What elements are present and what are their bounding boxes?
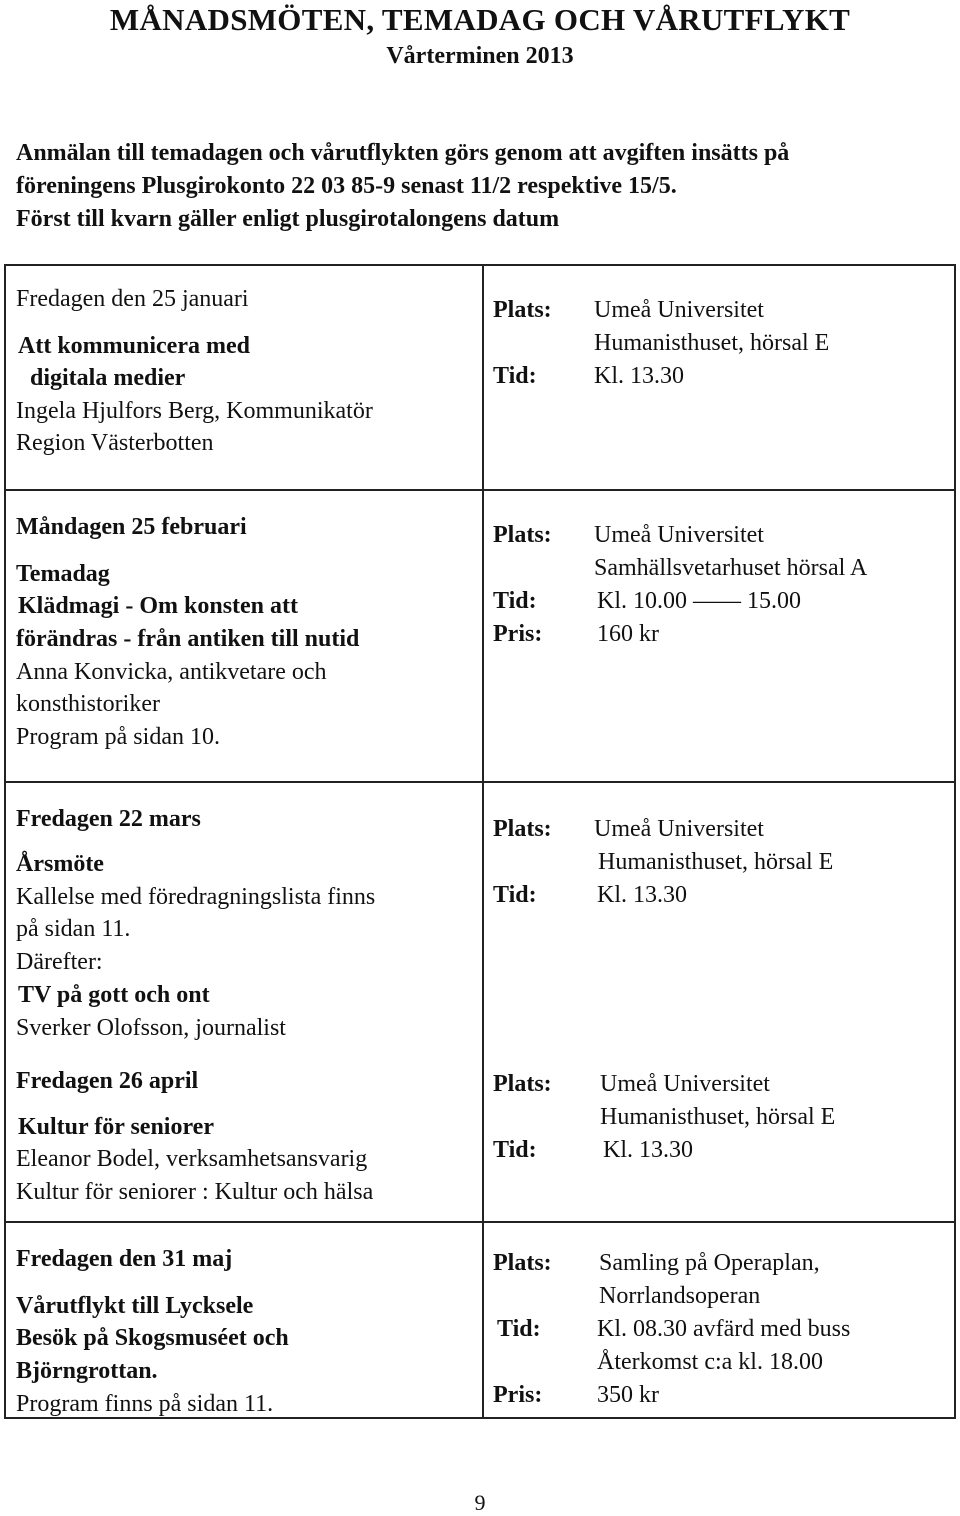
plats-value: Umeå Universitet xyxy=(594,297,764,323)
event-program: Program på sidan 10. xyxy=(16,724,220,750)
plats-value: Humanisthuset, hörsal E xyxy=(600,1104,836,1130)
tid-value: Kl. 13.30 xyxy=(603,1137,693,1163)
page-title: MÅNADSMÖTEN, TEMADAG OCH VÅRUTFLYKT xyxy=(109,2,851,37)
plats-value: Norrlandsoperan xyxy=(599,1283,761,1309)
tid-label: Tid: xyxy=(497,1316,541,1342)
plats-label: Plats: xyxy=(493,816,552,842)
event-text: Därefter: xyxy=(16,949,103,975)
pris-label: Pris: xyxy=(493,621,543,647)
event-title: Besök på Skogsmuséet och xyxy=(16,1325,289,1351)
plats-label: Plats: xyxy=(493,297,552,323)
event-title: förändras - från antiken till nutid xyxy=(16,626,360,652)
row-divider-3 xyxy=(4,1221,956,1223)
event-speaker: Ingela Hjulfors Berg, Kommunikatör xyxy=(16,398,373,424)
tid-value: Återkomst c:a kl. 18.00 xyxy=(597,1349,823,1375)
intro-line-3: Först till kvarn gäller enligt plusgirotalongens datum xyxy=(16,206,560,232)
page-number: 9 xyxy=(474,1490,486,1515)
tid-value: Kl. 13.30 xyxy=(594,363,684,389)
event-speaker: Region Västerbotten xyxy=(16,430,214,456)
tid-label: Tid: xyxy=(493,882,537,908)
event-title: Vårutflykt till Lycksele xyxy=(16,1293,254,1319)
plats-value: Umeå Universitet xyxy=(600,1071,770,1097)
tid-value: Kl. 08.30 avfärd med buss xyxy=(597,1316,851,1342)
event-speaker: Kultur för seniorer : Kultur och hälsa xyxy=(16,1179,374,1205)
plats-value: Umeå Universitet xyxy=(594,522,764,548)
page-subtitle: Vårterminen 2013 xyxy=(386,43,574,69)
event-date: Fredagen 22 mars xyxy=(16,806,201,832)
event-program: Program finns på sidan 11. xyxy=(16,1391,274,1417)
event-title: Björngrottan. xyxy=(16,1358,158,1384)
event-speaker: konsthistoriker xyxy=(16,691,160,717)
event-title: Kultur för seniorer xyxy=(18,1114,214,1140)
intro-line-2: föreningens Plusgirokonto 22 03 85-9 senast 11/2 respektive 15/5. xyxy=(16,173,677,199)
tid-label: Tid: xyxy=(493,363,537,389)
plats-label: Plats: xyxy=(493,522,552,548)
tid-value: Kl. 13.30 xyxy=(597,882,687,908)
pris-label: Pris: xyxy=(493,1382,543,1408)
event-title: Klädmagi - Om konsten att xyxy=(18,593,299,619)
event-date: Fredagen 26 april xyxy=(16,1068,199,1094)
event-date: Fredagen den 25 januari xyxy=(16,286,249,312)
tid-label: Tid: xyxy=(493,1137,537,1163)
plats-value: Humanisthuset, hörsal E xyxy=(598,849,834,875)
plats-value: Humanisthuset, hörsal E xyxy=(594,330,830,356)
event-kind: Temadag xyxy=(16,561,110,587)
pris-value: 160 kr xyxy=(597,621,659,647)
event-date: Måndagen 25 februari xyxy=(16,514,247,540)
row-divider-1 xyxy=(4,489,956,491)
event-speaker: Eleanor Bodel, verksamhetsansvarig xyxy=(16,1146,368,1172)
event-text: Kallelse med föredragningslista finns xyxy=(16,884,376,910)
event-date: Fredagen den 31 maj xyxy=(16,1246,233,1272)
row-divider-2 xyxy=(4,781,956,783)
tid-value: Kl. 10.00 —— 15.00 xyxy=(597,588,801,614)
event-kind: Årsmöte xyxy=(16,851,104,877)
tid-label: Tid: xyxy=(493,588,537,614)
event-title: Att kommunicera med xyxy=(18,333,250,359)
pris-value: 350 kr xyxy=(597,1382,659,1408)
plats-value: Umeå Universitet xyxy=(594,816,764,842)
plats-label: Plats: xyxy=(493,1250,552,1276)
event-title: digitala medier xyxy=(30,365,186,391)
event-title: TV på gott och ont xyxy=(18,982,210,1008)
event-speaker: Sverker Olofsson, journalist xyxy=(16,1015,286,1041)
plats-label: Plats: xyxy=(493,1071,552,1097)
event-speaker: Anna Konvicka, antikvetare och xyxy=(16,659,327,685)
column-divider xyxy=(482,264,484,1419)
plats-value: Samling på Operaplan, xyxy=(599,1250,820,1276)
plats-value: Samhällsvetarhuset hörsal A xyxy=(594,555,868,581)
event-text: på sidan 11. xyxy=(16,916,131,942)
intro-line-1: Anmälan till temadagen och vårutflykten görs genom att avgiften insätts på xyxy=(16,140,790,166)
